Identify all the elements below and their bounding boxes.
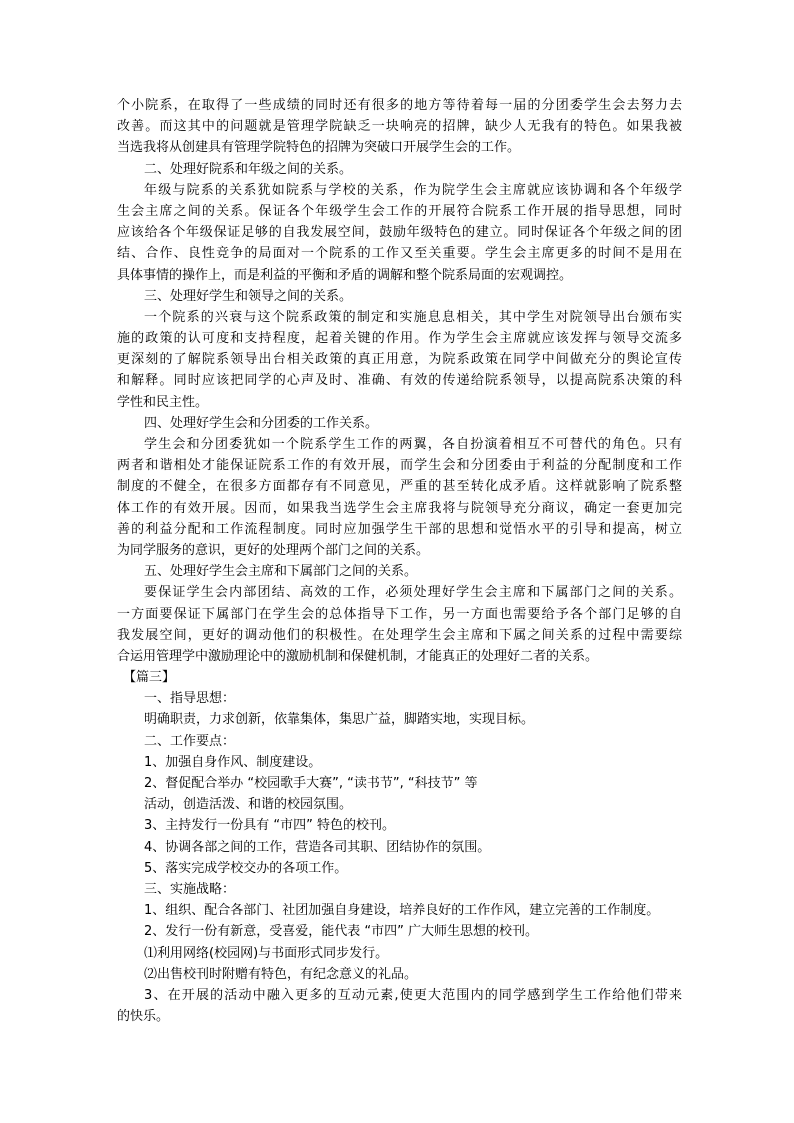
section-heading: 四、处理好学生会和分团委的工作关系。 — [144, 415, 379, 431]
paragraph-line: 一个院系的兴衰与这个院系政策的制定和实施息息相关，其中学生对院领导出台颁布实 — [144, 309, 682, 325]
section-heading: 三、处理好学生和领导之间的关系。 — [144, 288, 353, 304]
paragraph-line: 为同学服务的意识，更好的处理两个部门之间的关系。 — [117, 542, 430, 558]
list-item: 5、落实完成学校交办的各项工作。 — [144, 860, 348, 876]
list-item: 1、加强自身作风、制度建设。 — [144, 754, 322, 770]
paragraph-line: 具体事情的操作上，而是利益的平衡和矛盾的调解和整个院系局面的宏观调控。 — [117, 267, 573, 283]
list-item: 活动，创造活泼、和谐的校园氛围。 — [144, 797, 353, 813]
paragraph-line: 应该给各个年级保证足够的自我发展空间，鼓励年级特色的建立。同时保证各个年级之间的团 — [117, 225, 682, 241]
paragraph-line: 我发展空间，更好的调动他们的积极性。在处理学生会主席和下属之间关系的过程中需要综 — [117, 627, 682, 643]
list-item: 2、发行一份有新意，受喜爱，能代表 “市四” 广大师生思想的校刊。 — [144, 924, 539, 940]
paragraph-line: 的快乐。 — [117, 1009, 170, 1025]
paragraph-line: 个小院系，在取得了一些成绩的同时还有很多的地方等待着每一届的分团委学生会去努力去 — [117, 98, 682, 113]
list-item: ⑴利用网络(校园网)与书面形式同步发行。 — [144, 945, 389, 961]
paragraph-line: 两者和谐相处才能保证院系工作的有效开展，而学生会和分团委由于利益的分配制度和工作 — [117, 458, 682, 474]
section-heading: 三、实施战略： — [144, 881, 236, 897]
section-heading: 二、工作要点： — [144, 733, 236, 749]
list-item: 4、协调各部之间的工作，营造各司其职、团结协作的氛围。 — [144, 839, 491, 855]
paragraph-line: 一方面要保证下属部门在学生会的总体指导下工作，另一方面也需要给予各个部门足够的自 — [117, 606, 682, 622]
paragraph-line: 要保证学生会内部团结、高效的工作，必须处理好学生会主席和下属部门之间的关系。 — [144, 585, 682, 601]
section-heading: 五、处理好学生会主席和下属部门之间的关系。 — [144, 564, 418, 580]
paragraph-line: 结、合作、良性竞争的局面对一个院系的工作又至关重要。学生会主席更多的时间不是用在 — [117, 246, 682, 262]
list-item: 3、在开展的活动中融入更多的互动元素,使更大范围内的同学感到学生工作给他们带来 — [144, 987, 682, 1003]
paragraph-line: 制度的不健全，在很多方面都存有不同意见，严重的甚至转化成矛盾。这样就影响了院系整 — [117, 479, 682, 495]
section-heading: 二、处理好院系和年级之间的关系。 — [144, 161, 353, 177]
document-body — [117, 95, 682, 1027]
paragraph-line: 和解释。同时应该把同学的心声及时、准确、有效的传递给院系领导，以提高院系决策的科 — [117, 373, 682, 389]
list-item: ⑵出售校刊时附赠有特色，有纪念意义的礼品。 — [144, 966, 418, 982]
paragraph-line: 明确职责，力求创新，依靠集体，集思广益，脚踏实地，实现目标。 — [144, 712, 535, 728]
paragraph-line: 更深刻的了解院系领导出台相关政策的真正用意，为院系政策在同学中间做充分的舆论宣传 — [117, 352, 682, 368]
paragraph-line: 学性和民主性。 — [117, 394, 209, 410]
paragraph-line: 施的政策的认可度和支持程度，起着关键的作用。作为学生会主席就应该发挥与领导交流多 — [117, 331, 682, 347]
paragraph-line: 生会主席之间的关系。保证各个年级学生会工作的开展符合院系工作开展的指导思想，同时 — [117, 203, 682, 219]
paragraph-line: 善的利益分配和工作流程制度。同时应加强学生干部的思想和觉悟水平的引导和提高，树立 — [117, 521, 682, 537]
paragraph-line: 体工作的有效开展。因而，如果我当选学生会主席我将与院领导充分商议，确定一套更加完 — [117, 500, 682, 516]
paragraph-line: 年级与院系的关系犹如院系与学校的关系，作为院学生会主席就应该协调和各个年级学 — [144, 182, 682, 198]
list-item: 3、主持发行一份具有 “市四” 特色的校刊。 — [144, 818, 396, 834]
list-item: 2、督促配合举办 “校园歌手大赛”, “读书节”, “科技节” 等 — [144, 776, 478, 791]
list-item: 1、组织、配合各部门、社团加强自身建设，培养良好的工作作风，建立完善的工作制度。 — [144, 903, 660, 919]
paragraph-line: 当选我将从创建具有管理学院特色的招牌为突破口开展学生会的工作。 — [117, 140, 521, 156]
part-heading: 【篇三】 — [123, 670, 176, 686]
paragraph-line: 改善。而这其中的问题就是管理学院缺乏一块响亮的招牌，缺少人无我有的特色。如果我被 — [117, 119, 682, 135]
section-heading: 一、指导思想： — [144, 691, 236, 707]
paragraph-line: 合运用管理学中激励理论中的激励机制和保健机制，才能真正的处理好二者的关系。 — [117, 648, 599, 664]
paragraph-line: 学生会和分团委犹如一个院系学生工作的两翼，各自扮演着相互不可替代的角色。只有 — [144, 437, 682, 452]
